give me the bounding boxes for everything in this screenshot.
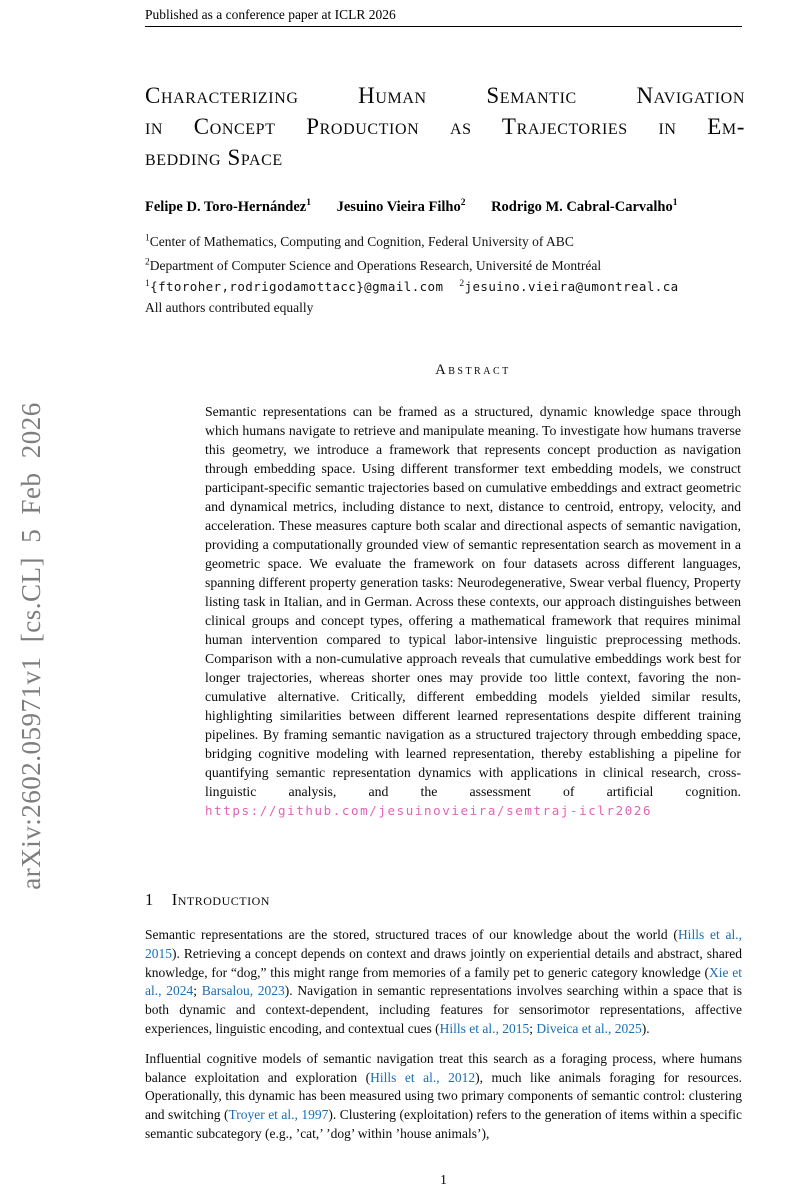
- affiliation-text: Center of Mathematics, Computing and Cognition, Federal University of ABC: [149, 234, 574, 249]
- contribution-note: All authors contributed equally: [145, 300, 314, 315]
- text-run: ;: [193, 983, 202, 999]
- affiliation-line: [145, 254, 745, 278]
- emails-line: [145, 279, 745, 294]
- header-rule: [145, 26, 742, 27]
- email-address: {ftoroher,rodrigodamottacc}@gmail.com: [150, 279, 444, 294]
- text-run: ;: [529, 1020, 537, 1036]
- author-affil-marker: 2: [460, 198, 466, 209]
- text-run: ). Navigation in semantic representations involves searching within a space that is both dynamic and context-dependent, including features for sensorimotor representations, affective experiences, linguistic encoding, and contextual cues (: [145, 983, 742, 1036]
- author-affil-marker: 1: [672, 198, 678, 209]
- citation-link[interactable]: Troyer et al., 1997: [228, 1107, 329, 1123]
- section-heading-text: Introduction: [171, 890, 270, 909]
- affiliation-marker: 1: [145, 233, 150, 244]
- abstract-body: [205, 402, 741, 820]
- citation-link[interactable]: Xie et al., 2024: [145, 964, 742, 999]
- paper-title: [145, 80, 745, 173]
- author-name: [145, 199, 311, 215]
- email-address: jesuino.vieira@umontreal.ca: [464, 279, 679, 294]
- arxiv-watermark: arXiv:2602.05971v1 [cs.CL] 5 Feb 2026: [16, 402, 46, 890]
- text-run: Influential cognitive models of semantic navigation treat this search as a foraging process, where humans balance exploitation and exploration (: [145, 1050, 742, 1085]
- text-run: Semantic representations are the stored, structured traces of our knowledge about the world (: [145, 927, 678, 942]
- citation-link[interactable]: Hills et al., 2015: [145, 927, 743, 961]
- author-name: [337, 199, 466, 215]
- section-heading-introduction: [145, 890, 742, 910]
- paragraph: [145, 1050, 742, 1144]
- author-name: [491, 199, 677, 215]
- page-number: 1: [440, 1172, 447, 1187]
- affiliation-text: Department of Computer Science and Operations Research, Université de Montréal: [149, 258, 602, 273]
- email-affil-marker: 2: [459, 278, 465, 289]
- section-number: 1: [145, 890, 154, 909]
- authors-row: [145, 199, 745, 216]
- running-header: Published as a conference paper at ICLR 2026: [145, 7, 396, 22]
- affiliation-marker: 2: [145, 257, 150, 268]
- email-affil-marker: 1: [145, 278, 151, 289]
- abstract-heading: Abstract: [435, 362, 511, 378]
- author-name-text: Felipe D. Toro-Hernández: [145, 199, 307, 215]
- citation-link[interactable]: Hills et al., 2012: [370, 1069, 476, 1085]
- author-name-text: Rodrigo M. Cabral-Carvalho: [491, 199, 673, 215]
- paper-title-line: in Concept Production as Trajectories in Em-: [145, 114, 745, 139]
- text-run: Semantic representations can be framed as a structured, dynamic knowledge space through which humans navigate to retrieve and manipulate meaning. To investigate how humans traverse this geometry, we introduce a framework that represents concept production as navigation through embedding space. Using different transformer text embedding models, we construct participant-specific semantic trajectories based on cumulative embeddings and extract geometric and dynamical metrics, including distance to next, distance to centroid, entropy, velocity, and acceleration. These measures capture both scalar and directional aspects of semantic navigation, providing a computationally grounded view of semantic representation search as movement in a geometric space. We evaluate the framework on four datasets across different languages, spanning different property generation tasks: Neurodegenerative, Swear verbal fluency, Property listing task in Italian, and in German. Across these contexts, our approach distinguishes between clinical groups and concept types, offering a mathematical framework that requires minimal human intervention compared to typical labor-intensive linguistic preprocessing methods. Comparison with a non-cumulative approach reveals that cumulative embeddings work best for longer trajectories, whereas shorter ones may provide too little context, favoring the non-cumulative alternative. Critically, different embedding models yielded similar results, highlighting similarities between different learned representations despite different training pipelines. By framing semantic navigation as a structured trajectory through embedding space, bridging cognitive modeling with learned representation, thereby establishing a pipeline for quantifying semantic representation dynamics with applications in clinical research, cross-linguistic analysis, and the assessment of artificial cognition.: [205, 404, 741, 799]
- author-affil-marker: 1: [306, 198, 311, 209]
- paper-title-line: Characterizing Human Semantic Navigation: [145, 83, 745, 108]
- paragraph: [145, 926, 742, 1039]
- author-name-text: Jesuino Vieira Filho: [336, 199, 461, 215]
- introduction-body: [145, 926, 742, 1155]
- citation-link[interactable]: Barsalou, 2023: [201, 983, 285, 999]
- citation-link[interactable]: Diveica et al., 2025: [536, 1020, 642, 1036]
- text-run: ).: [641, 1020, 650, 1036]
- github-repo-link[interactable]: https://github.com/jesuinovieira/semtraj-iclr2026: [205, 803, 653, 818]
- text-run: ), much like animals foraging for resources. Operationally, this dynamic has been measured using two primary components of semantic control: clustering and switching (: [145, 1069, 742, 1123]
- text-run: ). Clustering (exploitation) refers to the generation of items within a specific semantic subcategory (e.g., ’cat,’ ’dog’ within ’house animals’),: [145, 1107, 742, 1141]
- citation-link[interactable]: Hills et al., 2015: [439, 1020, 530, 1036]
- text-run: ). Retrieving a concept depends on context and draws jointly on experiential details and abstract, shared knowledge, for “dog,” this might range from memories of a family pet to generic category knowledge (: [145, 945, 742, 980]
- affiliations-block: [145, 230, 745, 278]
- paper-title-line: bedding Space: [145, 145, 283, 170]
- affiliation-line: [145, 230, 745, 254]
